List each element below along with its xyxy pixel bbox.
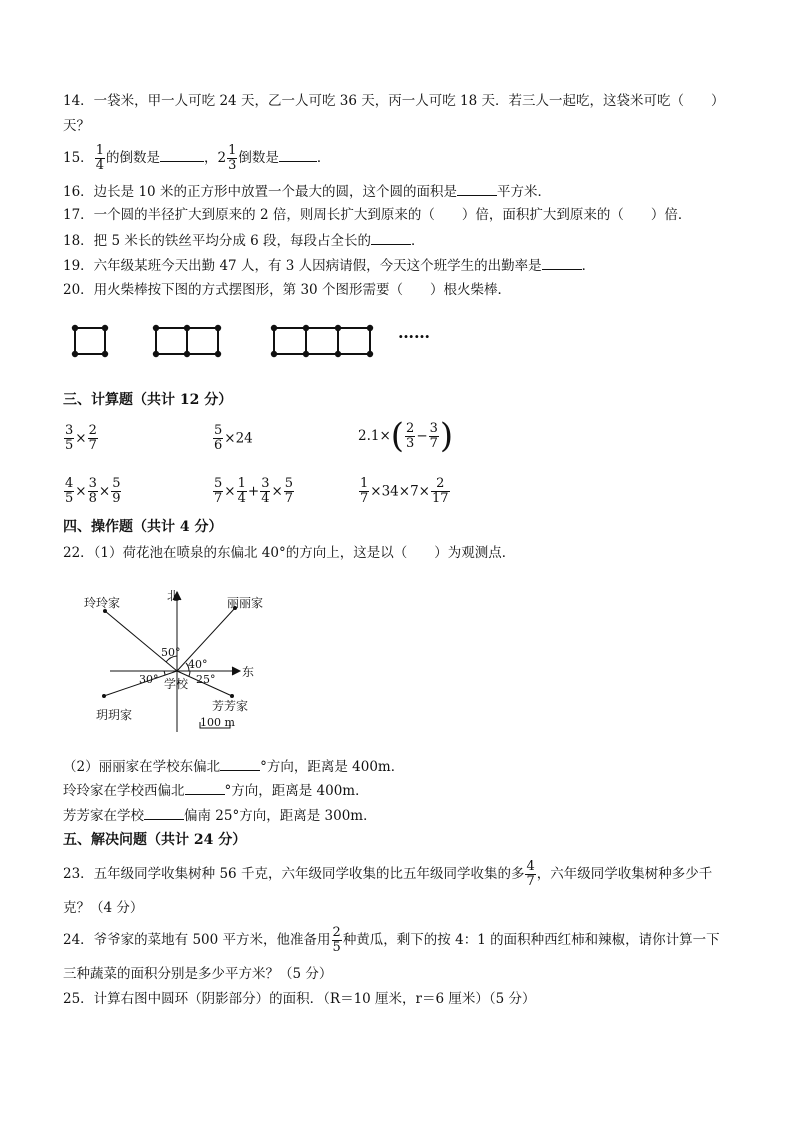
fraction: $\frac{4}{7}$ <box>526 859 535 889</box>
calc-expression-1: $\frac{3}{5}$ × $\frac{2}{7}$ <box>65 423 97 453</box>
matchstick-figure-2 <box>154 326 220 356</box>
question-18: 18．把 5 米长的铁丝平均分成 6 段，每段占全长的 ． <box>63 233 425 249</box>
fraction: $\frac{2}{5}$ <box>332 925 341 955</box>
question-20: 20．用火柴棒按下图的方式摆图形，第 30 个图形需要（ ）根火柴棒． <box>63 282 511 298</box>
matchstick-figure-1 <box>73 326 107 356</box>
answer-blank[interactable] <box>371 231 411 245</box>
fraction: $\frac{1}{3}$ <box>228 143 237 173</box>
question-17: 17．一个圆的半径扩大到原来的 2 倍，则周长扩大到原来的（ ）倍，面积扩大到原来的（ ）倍． <box>63 207 692 223</box>
answer-blank[interactable] <box>220 757 260 771</box>
question-14-line1: 14．一袋米，甲一人可吃 24 天，乙一人可吃 36 天，丙一人可吃 18 天．若三人一起吃，这袋米可吃（ ） <box>63 93 725 109</box>
angle-50-label: 50° <box>161 646 181 659</box>
section-4-title: 四、操作题（共计 4 分） <box>63 519 223 535</box>
question-19: 19．六年级某班今天出勤 47 人，有 3 人因病请假，今天这个班学生的出勤率是 ． <box>63 258 596 274</box>
answer-blank[interactable] <box>144 806 184 820</box>
angle-30-label: 30° <box>139 673 159 686</box>
section-5-title: 五、解决问题（共计 24 分） <box>63 832 247 848</box>
north-label: 北 <box>167 589 180 603</box>
answer-blank[interactable] <box>542 256 582 270</box>
question-16: 16．边长是 10 米的正方形中放置一个最大的圆，这个圆的面积是 平方米． <box>63 184 551 200</box>
calc-expression-3: 2.1×( $\frac{2}{3}$ − $\frac{3}{7}$ ) <box>358 416 454 456</box>
question-25: 25．计算右图中圆环（阴影部分）的面积．（R＝10 厘米，r＝6 厘米）（5 分） <box>63 991 536 1007</box>
direction-map <box>60 586 290 736</box>
lili-home-label: 丽丽家 <box>227 596 264 610</box>
fangfang-home-label: 芳芳家 <box>212 699 249 713</box>
answer-blank[interactable] <box>160 148 204 162</box>
fraction: $\frac{1}{4}$ <box>95 143 104 173</box>
angle-40-label: 40° <box>188 658 208 671</box>
question-22-part2-line1: （2）丽丽家在学校东偏北 °方向，距离是 400m． <box>63 759 405 775</box>
yueyue-home-label: 玥玥家 <box>96 708 133 722</box>
question-22-part2-line2: 玲玲家在学校西偏北 °方向，距离是 400m． <box>63 783 369 799</box>
calc-expression-5: $\frac{5}{7}$ × $\frac{1}{4}$ + $\frac{3}{4}$ × $\frac{5}{7}$ <box>214 476 294 506</box>
answer-blank[interactable] <box>457 182 497 196</box>
east-label: 东 <box>242 665 255 679</box>
question-14-line2: 天？ <box>63 118 90 134</box>
question-23-line1: 23．五年级同学收集树种 56 千克，六年级同学收集的比五年级同学收集的多 $\frac{4}{7}$ ，六年级同学收集树种多少千 <box>63 859 713 889</box>
answer-blank[interactable] <box>185 781 225 795</box>
question-23-line2: 克？（4 分） <box>63 900 144 916</box>
question-22-part1: 22．（1）荷花池在喷泉的东偏北 40°的方向上，这是以（ ）为观测点． <box>63 545 516 561</box>
scale-label: 100 m <box>200 716 235 729</box>
question-24-line2: 三种蔬菜的面积分别是多少平方米？（5 分） <box>63 966 333 982</box>
section-3-title: 三、计算题（共计 12 分） <box>63 392 233 408</box>
question-15: 15． $\frac{1}{4}$ 的倒数是 ，2 $\frac{1}{3}$ 倒数是 ． <box>63 143 331 173</box>
matchstick-figure-3 <box>272 326 372 356</box>
answer-blank[interactable] <box>279 148 317 162</box>
angle-25-label: 25° <box>196 673 216 686</box>
calc-expression-6: $\frac{1}{7}$ ×34×7× $\frac{2}{17}$ <box>360 476 449 506</box>
school-label: 学校 <box>164 677 189 691</box>
linglin-home-label: 玲玲家 <box>84 596 121 610</box>
matchstick-figures <box>60 318 460 364</box>
calc-expression-2: $\frac{5}{6}$ ×24 <box>214 423 253 453</box>
question-22-part2-line3: 芳芳家在学校 偏南 25°方向，距离是 300m． <box>63 808 377 824</box>
calc-expression-4: $\frac{4}{5}$ × $\frac{3}{8}$ × $\frac{5}{9}$ <box>65 476 121 506</box>
ellipsis: …… <box>398 323 430 342</box>
question-24-line1: 24．爷爷家的菜地有 500 平方米，他准备用 $\frac{2}{5}$ 种黄瓜，剩下的按 4：1 的面积种西红柿和辣椒，请你计算一下 <box>63 925 720 955</box>
